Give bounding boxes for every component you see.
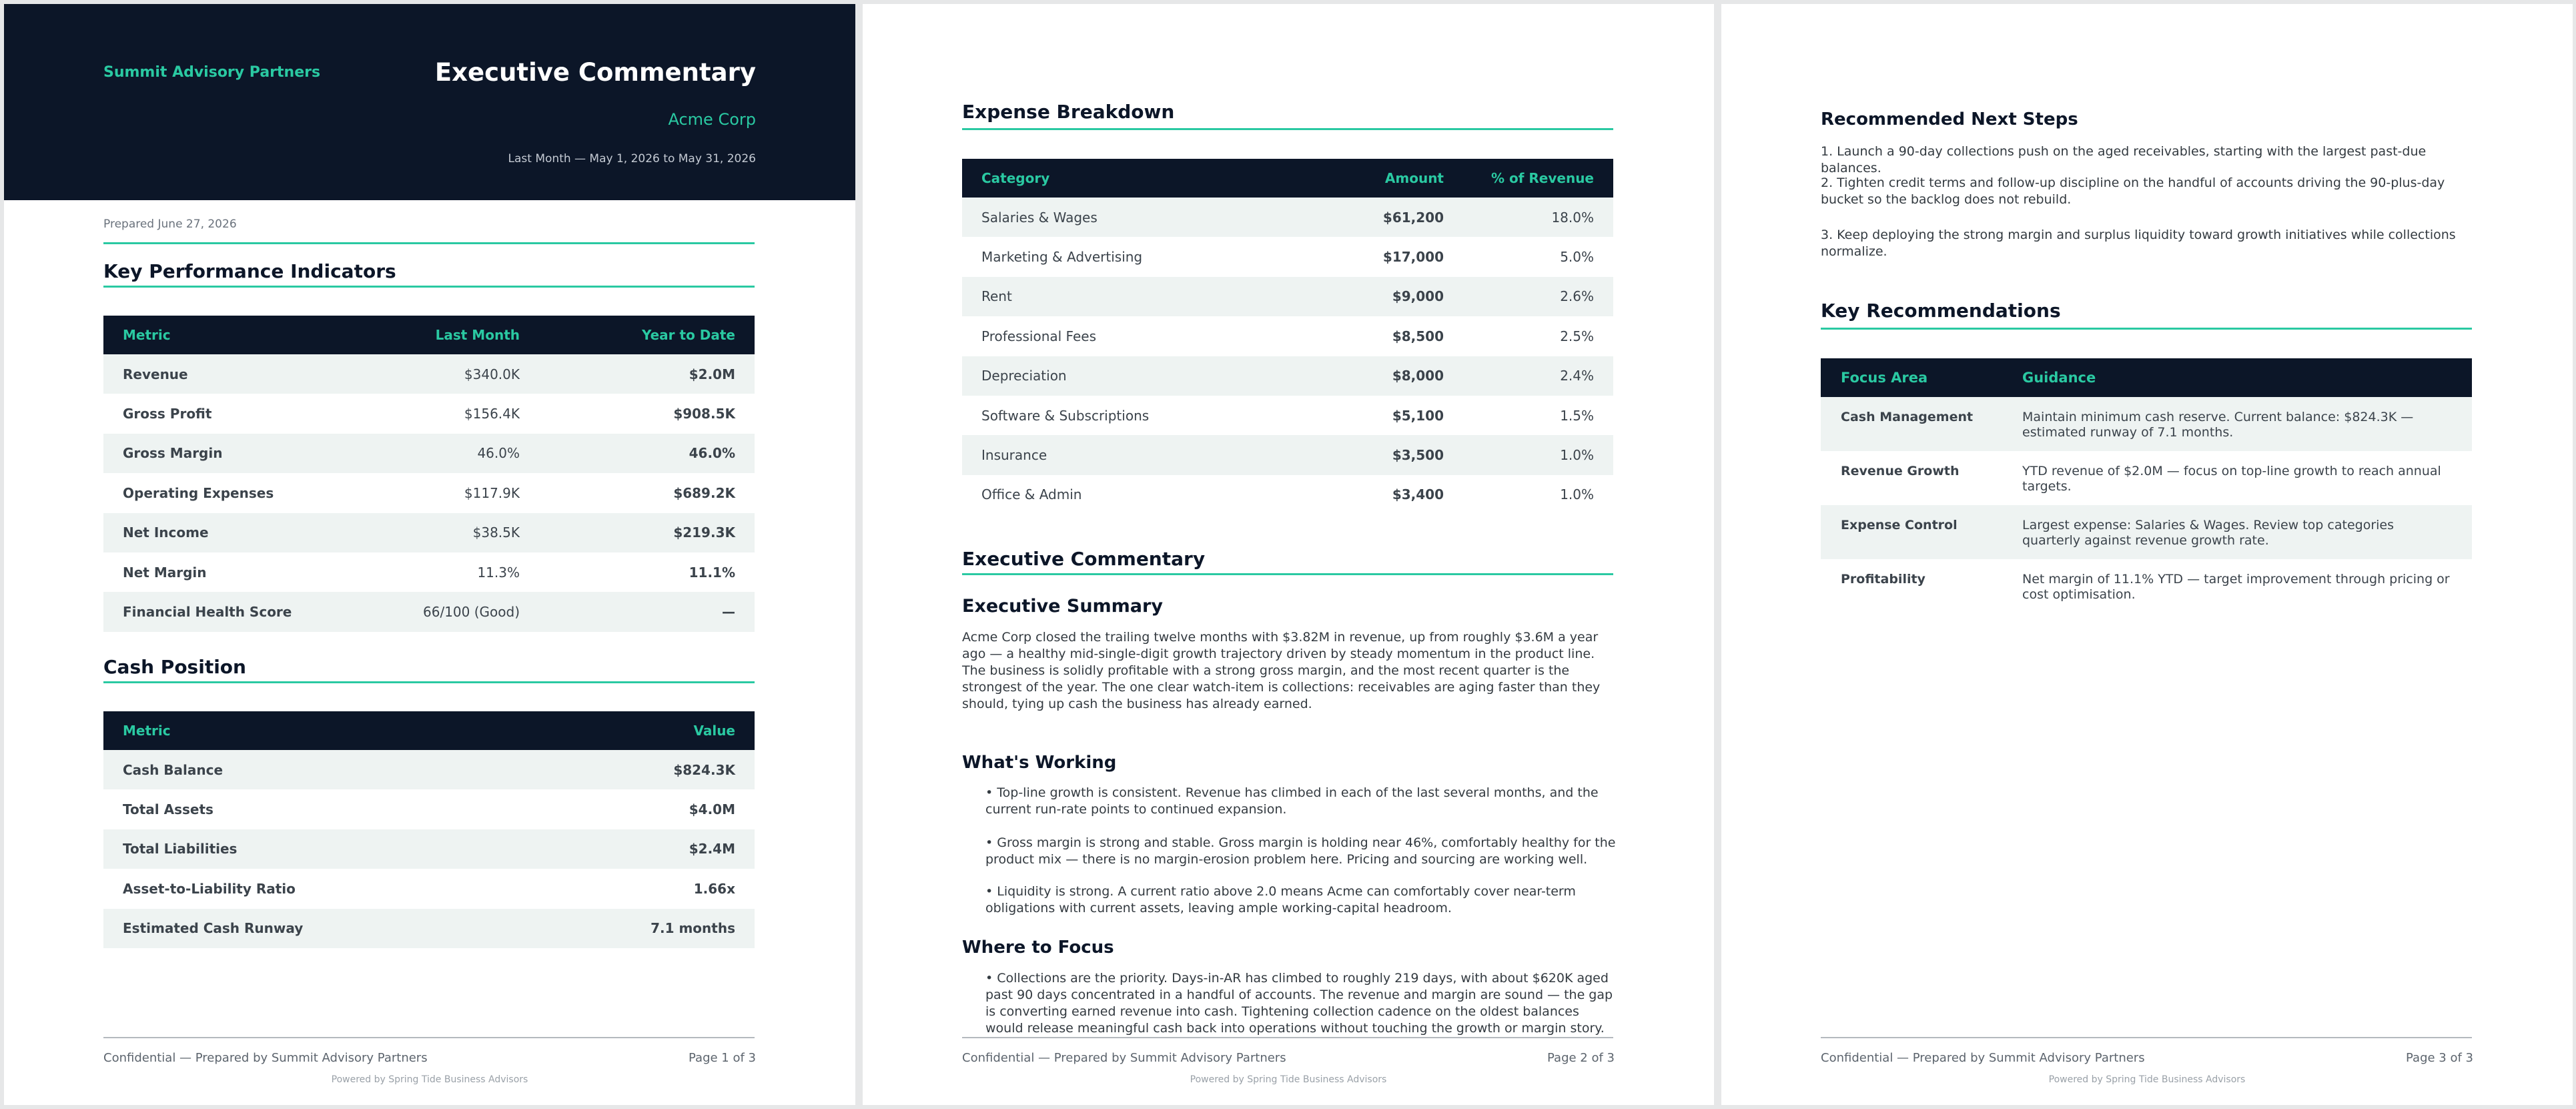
expense-percent: 1.5% bbox=[1560, 407, 1594, 424]
heading-underline bbox=[962, 573, 1613, 575]
column-header: Focus Area bbox=[1821, 358, 2002, 397]
last-month-value: $38.5K bbox=[319, 513, 539, 552]
table-row bbox=[103, 552, 755, 592]
firm-name: Summit Advisory Partners bbox=[103, 64, 321, 81]
divider bbox=[103, 242, 755, 244]
table-row bbox=[962, 316, 1613, 356]
expense-percent: 1.0% bbox=[1463, 435, 1613, 474]
powered-by: Powered by Spring Tide Business Advisors bbox=[1190, 1074, 1387, 1085]
report-period: Last Month — May 1, 2026 to May 31, 2026 bbox=[508, 152, 756, 165]
table-row bbox=[962, 475, 1613, 514]
ytd-value: $908.5K bbox=[673, 406, 735, 422]
focus-area: Profitability bbox=[1841, 572, 1925, 587]
expense-amount: $17,000 bbox=[1382, 249, 1444, 266]
expense-amount: $5,100 bbox=[1392, 407, 1444, 424]
guidance-text: YTD revenue of $2.0M — focus on top-line growth to reach annual targets. bbox=[2022, 464, 2441, 494]
prepared-date: Prepared June 27, 2026 bbox=[103, 218, 237, 231]
expense-category: Software & Subscriptions bbox=[981, 407, 1150, 424]
report-page-3 bbox=[1721, 4, 2573, 1105]
footer-divider bbox=[103, 1037, 755, 1038]
summary-paragraph: Acme Corp closed the trailing twelve months with $3.82M in revenue, up from roughly $3.6M a year ago — a healthy mid-single-digit growth trajectory driven by steady momentum in the product line. The business is solidly profitable with a strong gross margin, and the most recent quarter is the strongest of the year. The one clear watch-item is collections: receivables are aging faster than they should, tying up cash the business has already earned. bbox=[962, 630, 1601, 711]
expense-category: Professional Fees bbox=[981, 328, 1096, 344]
expense-category: Depreciation bbox=[962, 356, 1330, 396]
document-title: Executive Commentary bbox=[434, 58, 756, 87]
metric-name: Estimated Cash Runway bbox=[103, 909, 520, 948]
table-row bbox=[1821, 451, 2472, 505]
commentary-heading: Executive Commentary bbox=[962, 548, 1206, 570]
expense-percent: 5.0% bbox=[1560, 249, 1594, 266]
list-item: • Liquidity is strong. A current ratio above 2.0 means Acme can comfortably cover near-term obligations with current assets, leaving ample working-capital headroom. bbox=[985, 884, 1576, 915]
table-row bbox=[962, 435, 1613, 474]
table-header-row bbox=[1821, 358, 2472, 397]
last-month-value: $340.0K bbox=[319, 354, 539, 394]
recommendations-heading: Key Recommendations bbox=[1821, 300, 2061, 322]
column-header: Guidance bbox=[2002, 358, 2472, 397]
metric-value: $824.3K bbox=[520, 750, 755, 789]
table-row bbox=[103, 789, 755, 829]
metric-name: Gross Margin bbox=[103, 434, 319, 473]
report-page-2 bbox=[863, 4, 1714, 1105]
list-item: 1. Launch a 90-day collections push on the aged receivables, starting with the largest past-due balances. bbox=[1821, 144, 2427, 175]
last-month-value: $156.4K bbox=[464, 406, 520, 422]
footer-divider bbox=[1821, 1037, 2472, 1038]
table-row bbox=[1821, 559, 2472, 613]
table-header-row bbox=[103, 316, 755, 354]
heading-underline bbox=[103, 286, 755, 288]
expense-heading: Expense Breakdown bbox=[962, 101, 1175, 123]
table-header-row bbox=[103, 711, 755, 750]
expense-percent: 2.5% bbox=[1560, 328, 1594, 344]
table-row bbox=[1821, 397, 2472, 451]
metric-name: Net Income bbox=[103, 513, 319, 552]
heading-underline bbox=[962, 128, 1613, 130]
metric-name: Total Assets bbox=[123, 801, 213, 818]
table-header-row bbox=[962, 159, 1613, 198]
expense-amount: $8,500 bbox=[1392, 328, 1444, 344]
metric-name: Cash Balance bbox=[103, 750, 520, 789]
table-row bbox=[103, 394, 755, 433]
table-row bbox=[962, 396, 1613, 435]
focus-heading: Where to Focus bbox=[962, 938, 1114, 958]
column-header: Metric bbox=[103, 316, 319, 354]
column-header: Year to Date bbox=[539, 316, 755, 354]
expense-amount: $61,200 bbox=[1330, 198, 1463, 237]
report-page-1 bbox=[4, 4, 855, 1105]
column-header: Metric bbox=[103, 711, 520, 750]
footer-confidential: Confidential — Prepared by Summit Advisory Partners bbox=[962, 1051, 1286, 1065]
table-row bbox=[962, 198, 1613, 237]
focus-area: Expense Control bbox=[1821, 505, 2002, 559]
recommendations-table bbox=[1821, 358, 2472, 613]
expense-category: Marketing & Advertising bbox=[981, 249, 1143, 266]
list-item: 2. Tighten credit terms and follow-up discipline on the handful of accounts driving the 90-plus-day bucket so the backlog does not rebuild. bbox=[1821, 175, 2445, 207]
expense-percent: 2.6% bbox=[1463, 277, 1613, 316]
column-header: Category bbox=[962, 159, 1330, 198]
column-header: Last Month bbox=[319, 316, 539, 354]
cover-banner bbox=[4, 4, 855, 200]
footer-divider bbox=[962, 1037, 1613, 1038]
table-row bbox=[962, 237, 1613, 276]
kpi-table bbox=[103, 316, 755, 632]
next-steps-heading: Recommended Next Steps bbox=[1821, 109, 2078, 129]
list-item: • Gross margin is strong and stable. Gross margin is holding near 46%, comfortably healthy for the product mix — there is no margin-erosion problem here. Pricing and sourcing are working well. bbox=[985, 835, 1616, 867]
footer-confidential: Confidential — Prepared by Summit Advisory Partners bbox=[1821, 1051, 2145, 1065]
table-row bbox=[103, 869, 755, 908]
list-item: 3. Keep deploying the strong margin and surplus liquidity toward growth initiatives while collections normalize. bbox=[1821, 228, 2456, 259]
table-row bbox=[962, 277, 1613, 316]
metric-name: Net Margin bbox=[123, 564, 207, 581]
metric-name: Financial Health Score bbox=[103, 592, 319, 631]
page-number: Page 1 of 3 bbox=[689, 1051, 756, 1065]
expense-table bbox=[962, 159, 1613, 514]
expense-category: Rent bbox=[962, 277, 1330, 316]
metric-name: Asset-to-Liability Ratio bbox=[123, 880, 296, 897]
expense-category: Insurance bbox=[962, 435, 1330, 474]
metric-value: 7.1 months bbox=[520, 909, 755, 948]
column-header: Value bbox=[520, 711, 755, 750]
footer-confidential: Confidential — Prepared by Summit Advisory Partners bbox=[103, 1051, 428, 1065]
table-row bbox=[103, 750, 755, 789]
table-row bbox=[103, 513, 755, 552]
metric-name: Total Liabilities bbox=[103, 829, 520, 869]
summary-heading: Executive Summary bbox=[962, 596, 1163, 617]
powered-by: Powered by Spring Tide Business Advisors bbox=[331, 1074, 528, 1085]
metric-name: Operating Expenses bbox=[123, 484, 274, 501]
kpi-heading: Key Performance Indicators bbox=[103, 260, 396, 282]
ytd-value: $219.3K bbox=[539, 513, 755, 552]
metric-name: Revenue bbox=[103, 354, 319, 394]
expense-amount: $3,400 bbox=[1392, 486, 1444, 503]
list-item: • Collections are the priority. Days-in-AR has climbed to roughly 219 days, with about $620K aged past 90 days concentrated in a handful of accounts. The revenue and margin are sound — the gap is converting earned revenue into cash. Tightening collection cadence on the oldest balances would release meaningful cash back into operations without touching the growth or margin story. bbox=[985, 971, 1613, 1036]
ytd-value: — bbox=[539, 592, 755, 631]
table-row bbox=[1821, 505, 2472, 559]
page-number: Page 2 of 3 bbox=[1547, 1051, 1615, 1065]
heading-underline bbox=[1821, 328, 2472, 330]
table-row bbox=[103, 473, 755, 512]
ytd-value: 46.0% bbox=[539, 434, 755, 473]
expense-amount: $3,500 bbox=[1330, 435, 1463, 474]
expense-amount: $9,000 bbox=[1330, 277, 1463, 316]
ytd-value: 11.1% bbox=[689, 564, 735, 581]
column-header: Amount bbox=[1330, 159, 1463, 198]
ytd-value: $689.2K bbox=[673, 484, 735, 501]
expense-percent: 2.4% bbox=[1463, 356, 1613, 396]
metric-value: $2.4M bbox=[520, 829, 755, 869]
expense-percent: 1.0% bbox=[1560, 486, 1594, 503]
client-name: Acme Corp bbox=[668, 110, 756, 129]
guidance-text: Net margin of 11.1% YTD — target improvement through pricing or cost optimisation. bbox=[2022, 572, 2450, 602]
heading-underline bbox=[103, 681, 755, 683]
metric-value: 1.66x bbox=[693, 880, 735, 897]
table-row bbox=[103, 354, 755, 394]
expense-percent: 18.0% bbox=[1463, 198, 1613, 237]
focus-area: Cash Management bbox=[1821, 397, 2002, 451]
last-month-value: 11.3% bbox=[477, 564, 520, 581]
column-header: % of Revenue bbox=[1463, 159, 1613, 198]
expense-category: Office & Admin bbox=[981, 486, 1082, 503]
focus-area: Revenue Growth bbox=[1841, 464, 1960, 478]
cash-table bbox=[103, 711, 755, 948]
table-row bbox=[103, 592, 755, 631]
last-month-value: 46.0% bbox=[319, 434, 539, 473]
table-row bbox=[103, 434, 755, 473]
table-row bbox=[103, 909, 755, 948]
guidance-text: Maintain minimum cash reserve. Current balance: $824.3K — estimated runway of 7.1 months. bbox=[2002, 397, 2472, 451]
ytd-value: $2.0M bbox=[539, 354, 755, 394]
cash-heading: Cash Position bbox=[103, 656, 246, 678]
expense-category: Salaries & Wages bbox=[962, 198, 1330, 237]
table-row bbox=[103, 829, 755, 869]
table-row bbox=[962, 356, 1613, 396]
last-month-value: $117.9K bbox=[464, 484, 520, 501]
guidance-text: Largest expense: Salaries & Wages. Review top categories quarterly against revenue growth rate. bbox=[2002, 505, 2472, 559]
working-heading: What's Working bbox=[962, 753, 1117, 773]
powered-by: Powered by Spring Tide Business Advisors bbox=[2048, 1074, 2246, 1085]
expense-amount: $8,000 bbox=[1330, 356, 1463, 396]
list-item: • Top-line growth is consistent. Revenue has climbed in each of the last several months, and the current run-rate points to continued expansion. bbox=[985, 785, 1599, 817]
metric-value: $4.0M bbox=[689, 801, 735, 818]
page-number: Page 3 of 3 bbox=[2406, 1051, 2473, 1065]
metric-name: Gross Profit bbox=[123, 406, 212, 422]
last-month-value: 66/100 (Good) bbox=[319, 592, 539, 631]
